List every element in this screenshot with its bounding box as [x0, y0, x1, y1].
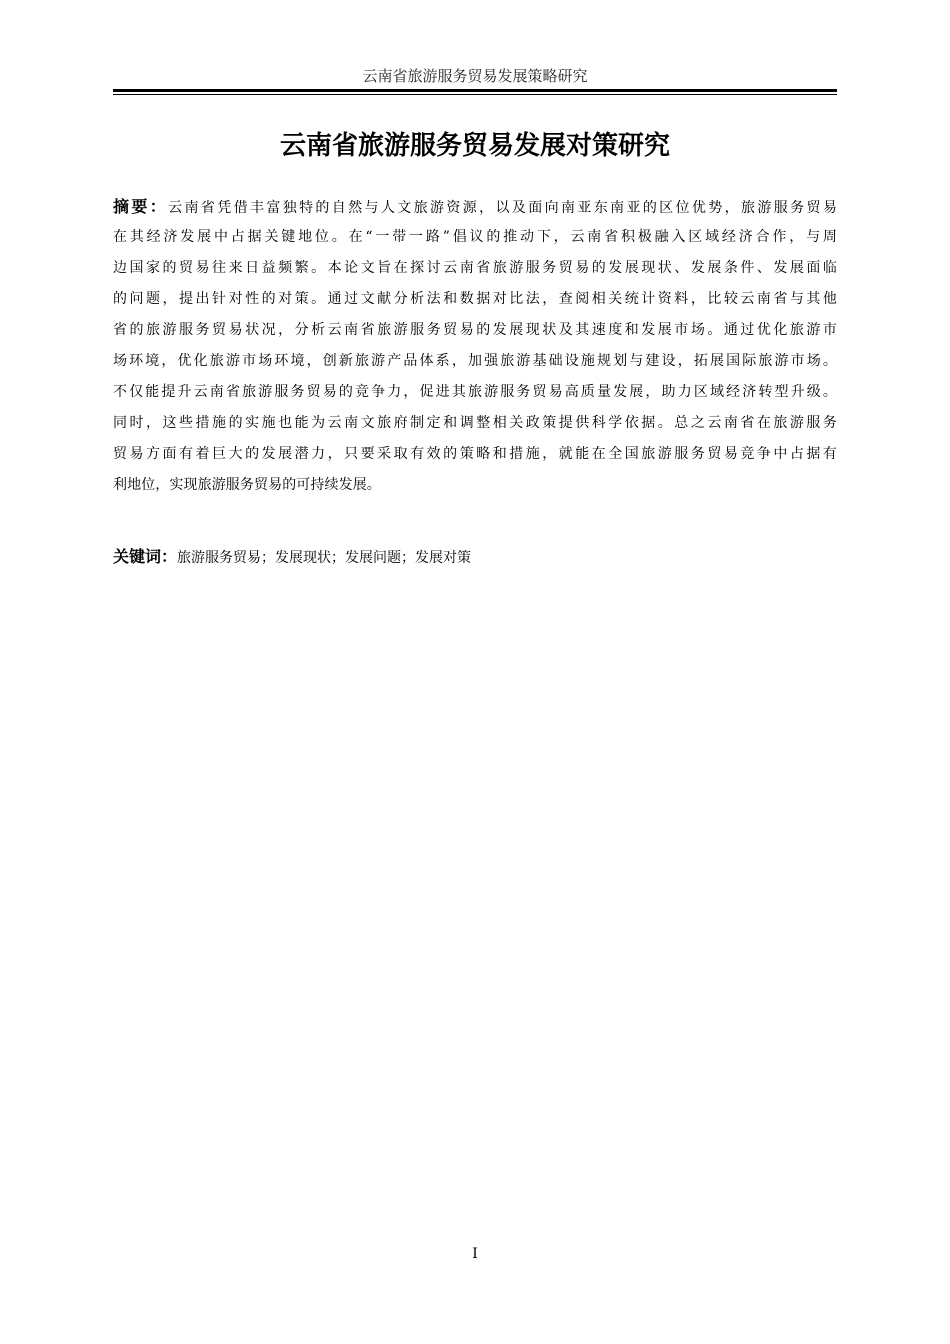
- keywords-line: [113, 541, 837, 574]
- abstract-line: 不仅能提升云南省旅游服务贸易的竞争力，促进其旅游服务贸易高质量发展，助力区域经济转型升级。: [113, 384, 837, 400]
- abstract-line: 边国家的贸易往来日益频繁。本论文旨在探讨云南省旅游服务贸易的发展现状、发展条件、发展面临: [113, 260, 837, 276]
- header-rule-thin: [113, 94, 837, 95]
- abstract-line: 同时，这些措施的实施也能为云南文旅府制定和调整相关政策提供科学依据。总之云南省在旅游服务: [113, 415, 837, 431]
- header-rule-thick: [113, 89, 837, 92]
- abstract-section: [113, 191, 837, 501]
- abstract-line: 在其经济发展中占据关键地位。在“一带一路”倡议的推动下，云南省积极融入区域经济合作，与周: [113, 229, 837, 245]
- abstract-line: 省的旅游服务贸易状况，分析云南省旅游服务贸易的发展现状及其速度和发展市场。通过优化旅游市: [113, 322, 837, 338]
- abstract-label: 摘要：: [113, 197, 169, 216]
- page-number: I: [472, 1246, 478, 1262]
- abstract-line: 的问题，提出针对性的对策。通过文献分析法和数据对比法，查阅相关统计资料，比较云南省与其他: [113, 291, 837, 307]
- abstract-line: 贸易方面有着巨大的发展潜力，只要采取有效的策略和措施，就能在全国旅游服务贸易竞争中占据有: [113, 446, 837, 462]
- running-header: 云南省旅游服务贸易发展策略研究: [362, 67, 588, 85]
- keywords-text: 旅游服务贸易；发展现状；发展问题；发展对策: [177, 550, 472, 566]
- abstract-line: [113, 191, 837, 222]
- abstract-line: 场环境，优化旅游市场环境，创新旅游产品体系，加强旅游基础设施规划与建设，拓展国际旅游市场。: [113, 353, 837, 369]
- keywords-label: 关键词：: [113, 547, 178, 566]
- abstract-line-last: 利地位，实现旅游服务贸易的可持续发展。: [113, 477, 381, 493]
- document-title: 云南省旅游服务贸易发展对策研究: [279, 131, 670, 161]
- abstract-text: 云南省凭借丰富独特的自然与人文旅游资源，以及面向南亚东南亚的区位优势，旅游服务贸易: [168, 200, 837, 216]
